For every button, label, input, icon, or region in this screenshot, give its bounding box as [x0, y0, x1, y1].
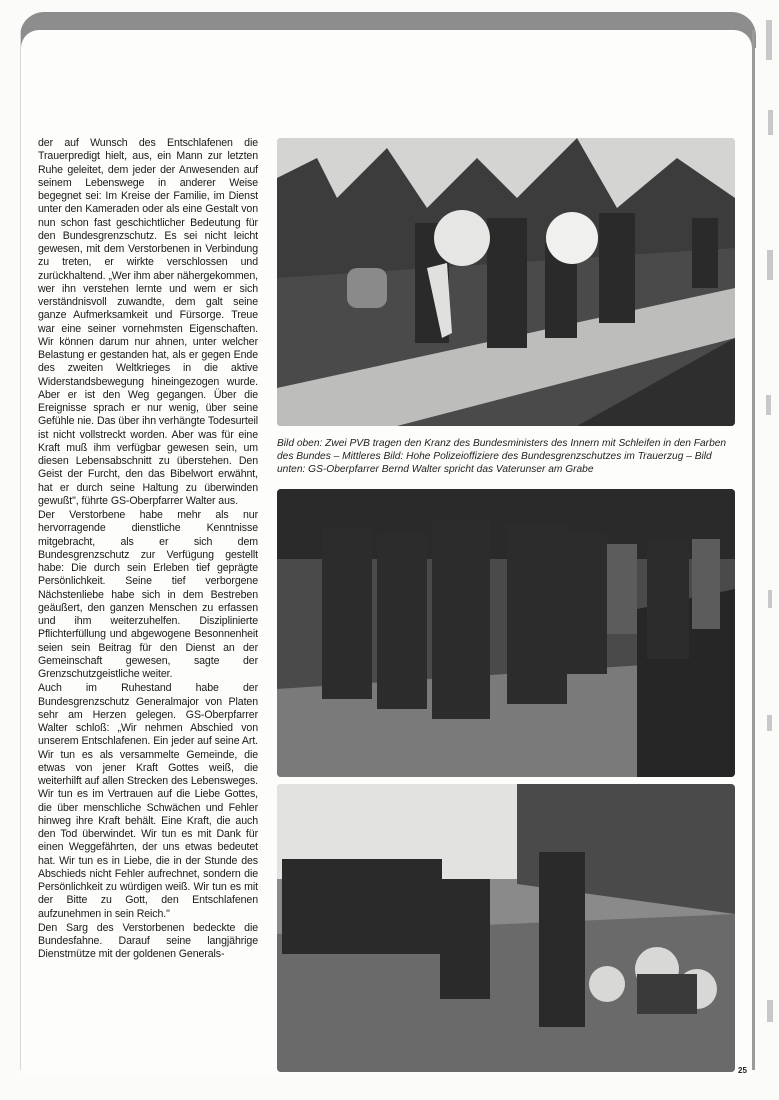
article-paragraph-3: Auch im Ruhestand habe der Bundesgrenzschutz Generalmajor von Platen sehr am Herzen gelegen. GS-Oberpfarrer Walter schloß: „Wir nehmen Abschied von unserem Entschlafenen. Ein jeder auf seine Art. Wir tun es als versammelte Gemeinde, die etwas von jener Kraft Gottes weiß, die weiterhilft auf allen Strecken des Lebensweges. Wir tun es im Vertrauen auf die Liebe Gottes, die über menschliche Schwächen und Fehler hinweg ihre Kraft behält. Eine Kraft, die auch den Tod überwindet. Wir tun es mit Dank für einen Weggefährten, der uns etwas bedeutet hat. Wir tun es in Liebe, die in der Stunde des Abschieds nicht Fehler aufrechnet, sondern die Persönlichkeit zu würdigen weiß. Wir tun es mit der Bitte zu Gott, den Entschlafenen aufzunehmen in sein Reich." [38, 682, 258, 920]
scan-edge-marks [762, 0, 779, 1100]
article-paragraph-4: Den Sarg des Verstorbenen bedeckte die Bundesfahne. Darauf seine langjährige Dienstmütze mit der goldenen Generals- [38, 921, 258, 961]
article-text-column [38, 137, 258, 963]
photo-officers-procession [277, 489, 735, 777]
article-paragraph-1: der auf Wunsch des Entschlafenen die Trauerpredigt hielt, aus, ein Mann zur letzten Ruhe geleitet, dem jeder der Anwesenden auf seinem Lebenswege in anderer Weise begegnet sei: Im Kreise der Familie, im Dienst unter den Kameraden oder als eine Gestalt von nun schon fast geschichtlicher Bedeutung für den Bundesgrenzschutz. Es sei nicht leicht gewesen, mit dem Verstorbenen in Verbindung zu treten, er wirkte verschlossen und zurückhaltend. „Wer ihm aber nähergekommen, wer ihn verstehen lernte und wem er sich verständnisvoll zuwandte, dem galt seine ganze Aufmerksamkeit und Fürsorge. Treue war eine seiner vornehmsten Eigenschaften. Wir können darum nur ahnen, unter welcher Belastung er gestanden hat, als er gegen Ende des zweiten Weltkrieges in die aktive Widerstandsbewegung hineingezogen wurde. Aber er ist den Weg gegangen. Über die Ereignisse sprach er nur wenig, über seine Gefühle nie. Das über ihn verhängte Todesurteil ist nicht vollstreckt worden. Aber was für eine Kraft muß ihm verfügbar gewesen sein, um diesen Lebensabschnitt zu überstehen. Den Geist der Furcht, den das Bibelwort erwähnt, hat er durch seine Haltung zu überwinden gewußt", führte GS-Oberpfarrer Walter aus. [38, 137, 258, 507]
frame-right-rule [752, 30, 755, 1070]
photo-pastor-at-grave [277, 784, 735, 1072]
photo-caption: Bild oben: Zwei PVB tragen den Kranz des Bundesministers des Innern mit Schleifen in den Farben des Bundes – Mittleres Bild: Hohe Polizeioffiziere des Bundesgrenzschutzes im Trauerzug – Bild unten: GS-Oberpfarrer Bernd Walter spricht das Vaterunser am Grabe [277, 438, 727, 476]
page-number: 25 [738, 1066, 747, 1075]
article-paragraph-2: Der Verstorbene habe mehr als nur hervorragende dienstliche Kenntnisse mitgebracht, als er sich dem Bundesgrenzschutz zur Verfügung gestellt habe: Die durch sein Erleben tief geprägte Persönlichkeit. Seine tief verborgene Nächstenliebe habe sich in dem Bestreben geäußert, den ganzen Menschen zu erfassen und ihm weiterzuhelfen. Disziplinierte Pflichterfüllung und abgewogene Besonnenheit seien sein Beitrag für den Dienst an der Gemeinschaft gewesen, sagte der Grenzschutzgeistliche weiter. [38, 509, 258, 680]
photo-wreath-bearers [277, 138, 735, 426]
